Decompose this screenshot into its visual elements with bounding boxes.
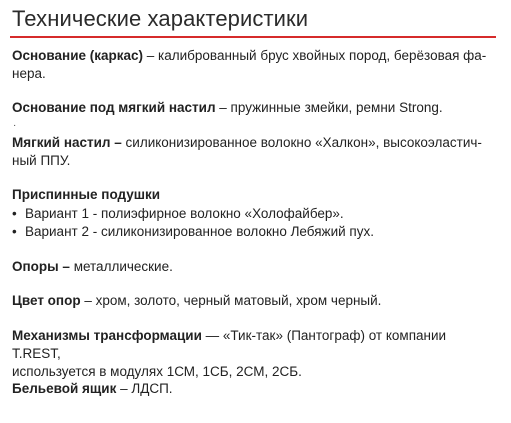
- spec-mechanisms-text-line1: — «Тик-так» (Пантограф) от компании T.REST,: [12, 328, 447, 361]
- list-item: [12, 223, 496, 241]
- stray-dot: ·: [13, 120, 17, 131]
- spec-supports-text: металлические.: [69, 259, 173, 274]
- cushion-option-2: Вариант 2 - силиконизированное волокно Лебяжий пух.: [25, 224, 374, 239]
- spec-drawer-text: – ЛДСП.: [116, 381, 173, 396]
- spec-soft-layer-label: Мягкий настил –: [12, 135, 122, 150]
- spec-soft-layer-text-line1: силиконизированное волокно «Халкон», высокоэластич-: [121, 135, 482, 150]
- spec-support-color-text: – хром, золото, черный матовый, хром черный.: [80, 293, 382, 308]
- spec-soft-base-label: Основание под мягкий настил: [12, 100, 216, 115]
- spec-mechanisms-label: Механизмы трансформации: [12, 328, 202, 343]
- spec-support-color: [12, 292, 496, 310]
- spec-drawer: [12, 380, 496, 398]
- list-item: [12, 205, 496, 223]
- spec-supports-label: Опоры –: [12, 259, 70, 274]
- spec-base-text-line2: нера.: [12, 66, 46, 81]
- spec-base-label: Основание (каркас): [12, 48, 144, 63]
- spec-support-color-label: Цвет опор: [12, 293, 81, 308]
- spec-mechanisms: [12, 327, 496, 381]
- spec-cushions-heading: [12, 186, 496, 204]
- spec-soft-base: [12, 99, 496, 117]
- spec-soft-base-text: – пружинные змейки, ремни Strong.: [215, 100, 443, 115]
- cushion-options-list: [12, 205, 496, 241]
- spec-base: [12, 47, 496, 83]
- bullet-icon: •: [12, 224, 17, 239]
- spec-cushions-label: Приспинные подушки: [12, 187, 161, 202]
- spec-mechanisms-text-line2: используется в модулях 1СМ, 1СБ, 2СМ, 2СБ.: [12, 364, 302, 379]
- cushion-option-1: Вариант 1 - полиэфирное волокно «Холофайбер».: [25, 206, 344, 221]
- spec-drawer-label: Бельевой ящик: [12, 381, 117, 396]
- title-underline: [10, 36, 496, 38]
- page-title: Технические характеристики: [12, 6, 309, 31]
- bullet-icon: •: [12, 206, 17, 221]
- spec-soft-layer: [12, 134, 496, 170]
- spec-base-text-line1: – калиброванный брус хвойных пород, берёзовая фа-: [143, 48, 487, 63]
- spec-supports: [12, 258, 496, 276]
- spec-soft-layer-text-line2: ный ППУ.: [12, 153, 71, 168]
